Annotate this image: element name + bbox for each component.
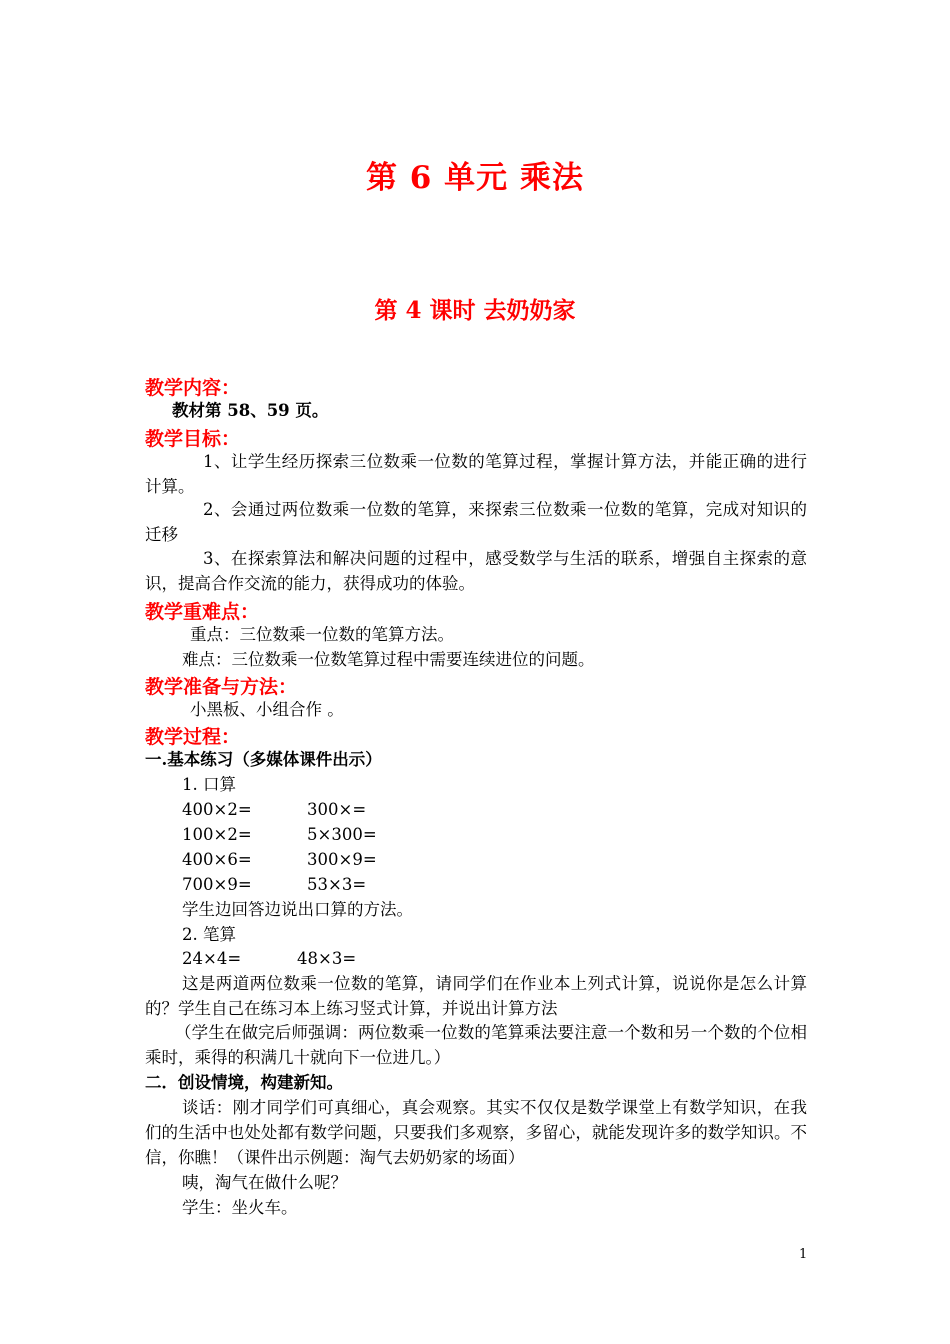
- oral-expr: 400×6=: [182, 850, 252, 869]
- oral-expr: 100×2=: [182, 825, 252, 844]
- answer-line: 学生：坐火车。: [182, 1198, 298, 1217]
- unit-title: 第 6 单元 乘法: [366, 160, 584, 196]
- page-number: 1: [799, 1247, 808, 1262]
- oral-expr: 53×3=: [307, 875, 367, 894]
- lesson-title: 第 4 课时 去奶奶家: [374, 297, 576, 324]
- key-point: 重点：三位数乘一位数的笔算方法。: [190, 625, 454, 644]
- teacher-note: （学生在做完后师强调：两位数乘一位数的笔算乘法要注意一个数和另一个数的个位相乘时，乘得的积满几十就向下一位进几。）: [145, 1023, 807, 1067]
- written-expr: 48×3=: [297, 949, 357, 968]
- oral-expr: 300×=: [307, 800, 367, 819]
- part2-heading: 二．创设情境，构建新知。: [145, 1073, 343, 1092]
- prep-text: 小黑板、小组合作 。: [190, 700, 344, 719]
- part1-heading: 一.基本练习（多媒体课件出示）: [145, 750, 382, 769]
- process-heading: 教学过程：: [145, 726, 241, 748]
- written-expr: 24×4=: [182, 949, 242, 968]
- written-label: 2. 笔算: [182, 925, 236, 944]
- oral-expr: 700×9=: [182, 875, 252, 894]
- key-heading: 教学重难点：: [145, 601, 260, 623]
- content-heading: 教学内容：: [145, 377, 241, 399]
- written-paragraph: 这是两道两位数乘一位数的笔算，请同学们在作业本上列式计算，说说你是怎么计算的？学生自己在练习本上练习竖式计算，并说出计算方法: [145, 974, 807, 1018]
- oral-expr: 400×2=: [182, 800, 252, 819]
- difficult-point: 难点：三位数乘一位数笔算过程中需要连续进位的问题。: [182, 650, 595, 669]
- goal-3: 3、在探索算法和解决问题的过程中，感受数学与生活的联系，增强自主探索的意识，提高合作交流的能力，获得成功的体验。: [145, 549, 807, 593]
- content-text: 教材第 58、59 页。: [172, 401, 329, 420]
- goal-1: 1、让学生经历探索三位数乘一位数的笔算过程，掌握计算方法，并能正确的进行计算。: [145, 452, 807, 496]
- oral-note: 学生边回答边说出口算的方法。: [182, 900, 413, 919]
- goals-heading: 教学目标：: [145, 428, 241, 450]
- prep-heading: 教学准备与方法：: [145, 676, 298, 698]
- oral-expr: 300×9=: [307, 850, 377, 869]
- talk-paragraph: 谈话：刚才同学们可真细心，真会观察。其实不仅仅是数学课堂上有数学知识，在我们的生活中也处处都有数学问题，只要我们多观察，多留心，就能发现许多的数学知识。不信，你瞧！（课件出示例题：淘气去奶奶家的场面）: [145, 1098, 807, 1167]
- oral-label: 1. 口算: [182, 775, 236, 794]
- oral-expr: 5×300=: [307, 825, 377, 844]
- goal-2: 2、会通过两位数乘一位数的笔算，来探索三位数乘一位数的笔算，完成对知识的迁移: [145, 500, 807, 544]
- question-line: 咦，淘气在做什么呢？: [182, 1173, 347, 1192]
